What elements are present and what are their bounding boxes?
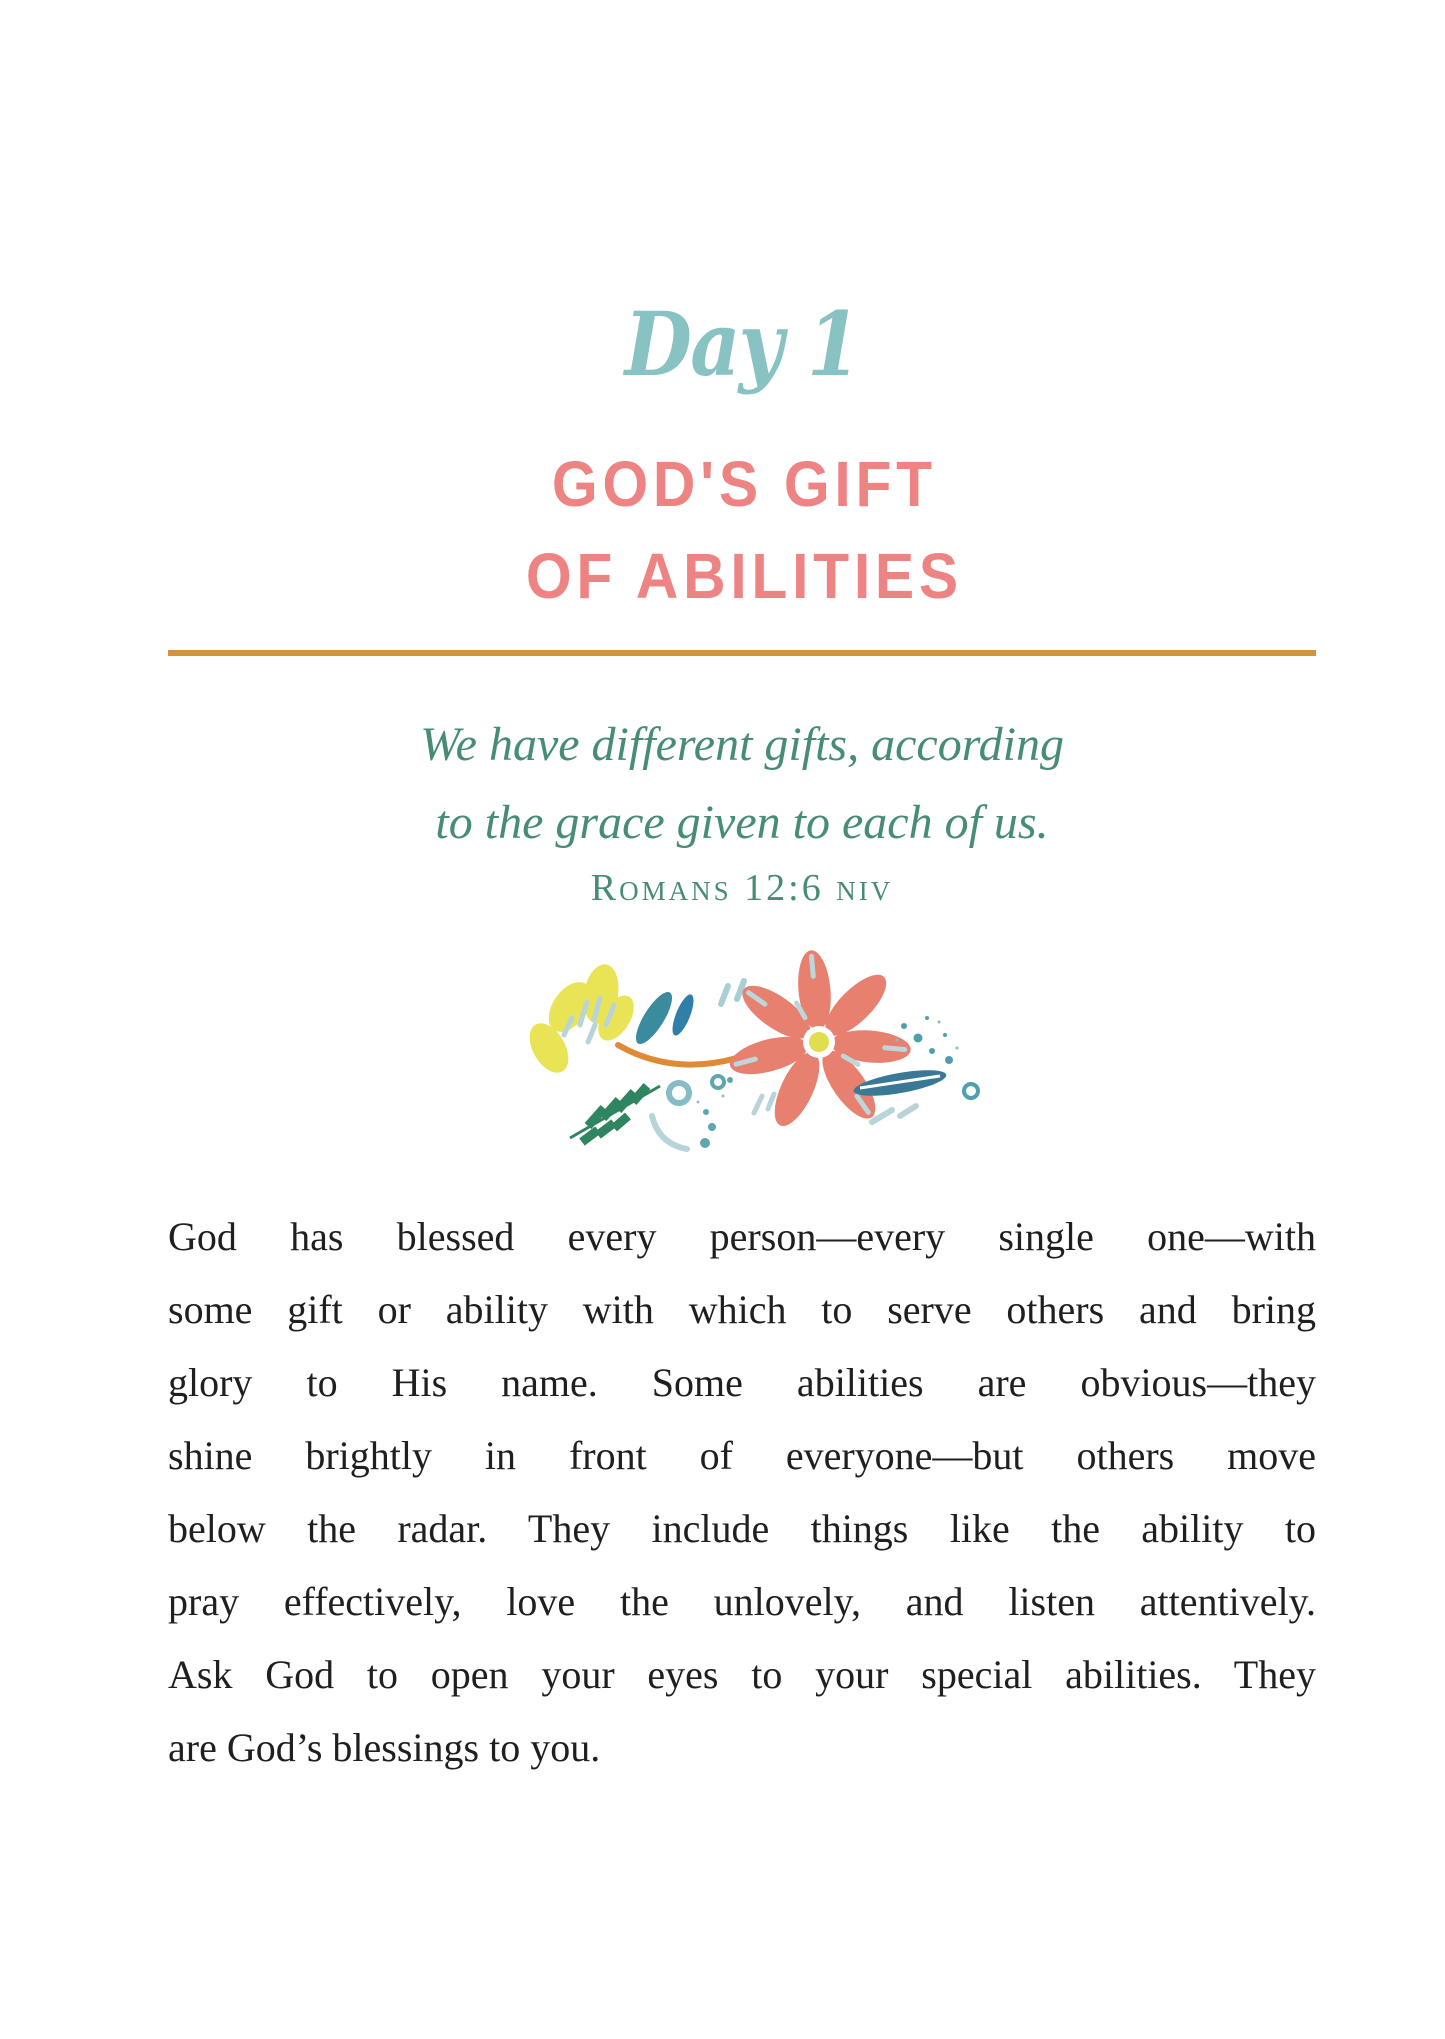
fern-leaf-icon — [570, 1086, 660, 1142]
body-line: below the radar. They include things like the ability to — [168, 1506, 1316, 1551]
chapter-title — [214, 438, 1270, 622]
body-line: pray effectively, love the unlovely, and listen attentively. — [168, 1579, 1316, 1624]
day-label: Day 1 — [624, 292, 860, 396]
body-line: glory to His name. Some abilities are obvious—they — [168, 1360, 1316, 1405]
verse-line-1: We have different gifts, according — [420, 718, 1064, 771]
stem-icon — [618, 1045, 737, 1065]
coral-flower-icon — [726, 949, 912, 1132]
scripture-verse — [168, 706, 1316, 862]
body-line: God has blessed every person—every single one—with — [168, 1214, 1316, 1259]
teal-leaves-icon — [630, 987, 698, 1048]
chapter-title-line-1: GOD'S GIFT — [551, 448, 937, 520]
verse-reference: Romans 12:6 niv — [590, 867, 894, 909]
chapter-title-line-2: OF ABILITIES — [525, 540, 963, 612]
yellow-flower-icon — [522, 962, 641, 1080]
body-paragraph — [168, 1200, 1316, 1784]
page-content-column — [168, 0, 1316, 2039]
verse-line-2: to the grace given to each of us. — [435, 796, 1049, 849]
floral-illustration — [502, 930, 982, 1190]
body-line: some gift or ability with which to serve others and bring — [168, 1287, 1316, 1332]
body-line: shine brightly in front of everyone—but others move — [168, 1433, 1316, 1478]
body-line: Ask God to open your eyes to your special abilities. They — [168, 1652, 1316, 1697]
divider-rule — [168, 650, 1316, 656]
body-line: are God’s blessings to you. — [168, 1725, 601, 1770]
dash-accents-icon — [721, 981, 744, 1004]
dash-accents-icon — [754, 1094, 774, 1113]
dots-accents-icon — [652, 1076, 733, 1149]
